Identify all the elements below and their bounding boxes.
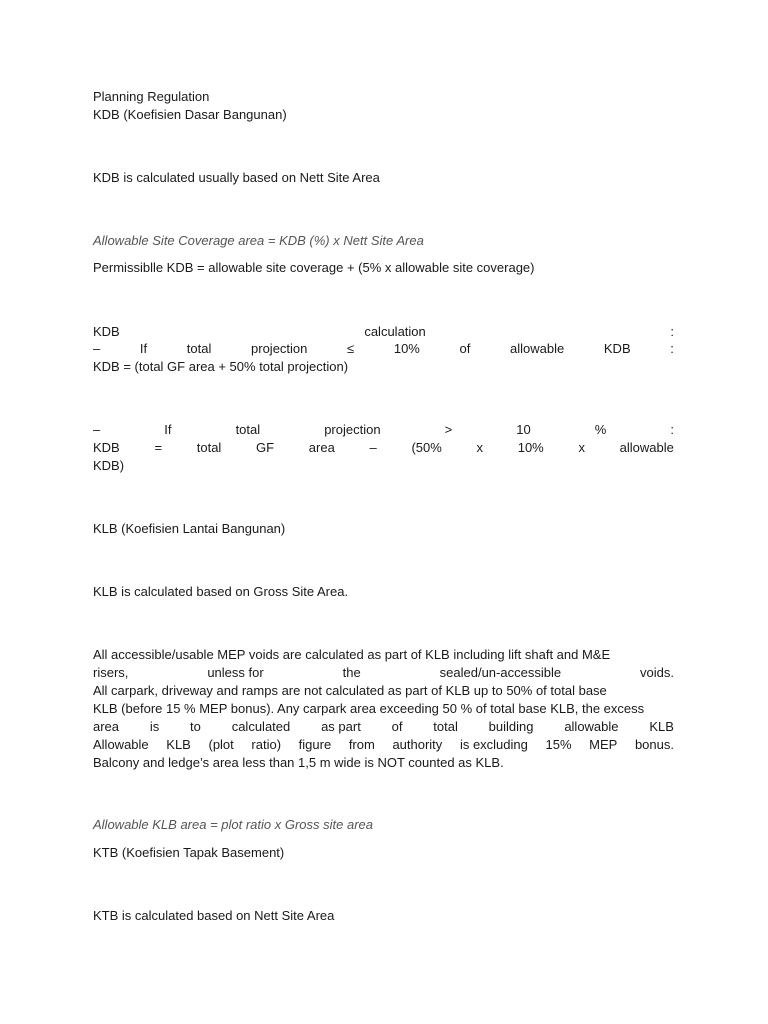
word: x [578, 440, 585, 455]
word: allowable [510, 341, 565, 356]
word: total [186, 341, 212, 356]
word: KLB [166, 737, 191, 752]
word: voids. [640, 665, 674, 680]
word: : [670, 324, 674, 339]
word: : [670, 422, 674, 437]
word: If [164, 422, 172, 437]
word: > [444, 422, 453, 437]
kdb-calc2-row-3: KDB) [93, 458, 125, 473]
word: – [93, 422, 101, 437]
word: total [196, 440, 222, 455]
word: total [235, 422, 261, 437]
kdb-heading: KDB (Koefisien Dasar Bangunan) [93, 107, 287, 122]
word: area [308, 440, 335, 455]
word: KLB [649, 719, 674, 734]
word: calculated [231, 719, 291, 734]
klb-heading: KLB (Koefisien Lantai Bangunan) [93, 521, 286, 536]
word: figure [298, 737, 332, 752]
word: 10 [516, 422, 531, 437]
word: GF [256, 440, 275, 455]
word: KDB [93, 440, 120, 455]
word: % [594, 422, 607, 437]
word: Allowable [93, 737, 149, 752]
word: total [433, 719, 458, 734]
word: ≤ [347, 341, 355, 356]
word: authority [392, 737, 443, 752]
word: is excluding [459, 737, 528, 752]
word: If [139, 341, 148, 356]
word: MEP [589, 737, 618, 752]
doc-title: Planning Regulation [93, 89, 210, 104]
word: allowable [564, 719, 619, 734]
word: the [342, 665, 361, 680]
word: (plot [208, 737, 234, 752]
word: to [190, 719, 201, 734]
kdb-basis-text: KDB is calculated usually based on Nett Site Area [93, 170, 380, 185]
word: 10% [517, 440, 544, 455]
word: KDB [603, 341, 631, 356]
word: 15% [545, 737, 572, 752]
allowable-site-coverage-formula: Allowable Site Coverage area = KDB (%) x Nett Site Area [93, 233, 424, 248]
word: is [149, 719, 160, 734]
klb-paragraph-line-3: All carpark, driveway and ramps are not calculated as part of KLB up to 50% of total base [93, 683, 607, 698]
word: allowable [619, 440, 674, 455]
klb-paragraph-line-5 [93, 718, 674, 736]
word: area [93, 719, 120, 734]
word: projection [324, 422, 381, 437]
word: from [348, 737, 375, 752]
word: x [476, 440, 484, 455]
word: of [459, 341, 471, 356]
word: unless for [207, 665, 264, 680]
word: of [391, 719, 403, 734]
word: – [369, 440, 377, 455]
kdb-calc-row-3: KDB = (total GF area + 50% total projection) [93, 359, 349, 374]
word: 10% [393, 341, 420, 356]
klb-paragraph-line-6 [93, 736, 674, 754]
word: bonus. [634, 737, 674, 752]
word: – [93, 341, 101, 356]
word: calculation [364, 324, 426, 339]
kdb-calc-row-2 [93, 340, 674, 358]
ktb-basis-text: KTB is calculated based on Nett Site Area [93, 908, 335, 923]
klb-paragraph-line-4: KLB (before 15 % MEP bonus). Any carpark area exceeding 50 % of total base KLB, the excess [93, 701, 645, 716]
ktb-heading: KTB (Koefisien Tapak Basement) [93, 845, 285, 860]
word: KDB [93, 324, 120, 339]
klb-basis-text: KLB is calculated based on Gross Site Area. [93, 584, 349, 599]
word: building [488, 719, 534, 734]
kdb-calc-row-1 [93, 323, 674, 341]
permissible-kdb-formula: Permissiblle KDB = allowable site coverage + (5% x allowable site coverage) [93, 260, 535, 275]
klb-paragraph-line-7: Balcony and ledge’s area less than 1,5 m wide is NOT counted as KLB. [93, 755, 504, 770]
word: projection [251, 341, 308, 356]
word: = [154, 440, 163, 455]
word: as part [321, 719, 361, 734]
word: risers, [93, 665, 129, 680]
word: (50% [411, 440, 442, 455]
klb-paragraph-line-1: All accessible/usable MEP voids are calculated as part of KLB including lift shaft and M&E [93, 647, 611, 662]
word: : [670, 341, 674, 356]
word: sealed/un-accessible [439, 665, 562, 680]
kdb-calc2-row-2 [93, 439, 674, 457]
word: ratio) [251, 737, 282, 752]
allowable-klb-formula: Allowable KLB area = plot ratio x Gross site area [93, 817, 374, 832]
klb-paragraph-line-2 [93, 664, 674, 682]
kdb-calc2-row-1 [93, 421, 674, 439]
